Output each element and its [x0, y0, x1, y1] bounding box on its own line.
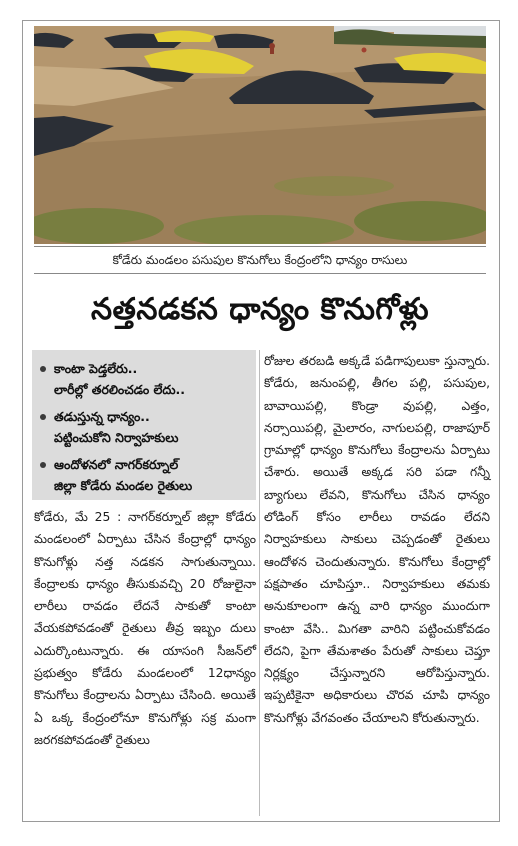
- highlight-item: [38, 454, 250, 496]
- photo-caption: కోడేరు మండలం పసుపుల కొనుగోలు కేంద్రంలోని ధాన్యం రాసులు: [34, 246, 486, 274]
- highlight-line: పట్టించుకోని నిర్వాహకులు: [54, 430, 179, 445]
- bullet-icon: [40, 462, 46, 468]
- news-photo: [34, 26, 486, 244]
- highlight-line: కాంటా పెడ్తలేరు..: [54, 361, 138, 376]
- bullet-icon: [40, 414, 46, 420]
- highlight-line: లారీల్లో తరలించడం లేదు..: [54, 382, 186, 397]
- column-divider: [259, 350, 260, 816]
- highlight-item: [38, 406, 250, 448]
- article-body-right: [264, 350, 490, 729]
- headline: నత్తనడకన ధాన్యం కొనుగోళ్లు: [90, 292, 430, 327]
- highlight-line: జిల్లా కోడేరు మండల రైతులు: [54, 478, 193, 493]
- highlight-line: ఆందోళనలో నాగర్‌కర్నూల్‌: [54, 457, 179, 472]
- highlights-box: [32, 350, 256, 500]
- article-paragraph: రోజుల తరబడి అక్కడే పడిగాపులుకా స్తున్నారు. కోడేరు, జనుంపల్లి, తీగల పల్లి, పసుపుల, బావాయిపల్లి, కొండ్రా వుపల్లి, ఎత్తం, నర్సాయిపల్లి, మైలారం, నాగులపల్లి, రాజాపూర్‌ గ్రామాల్లో ధాన్యం కొనుగోలు కేంద్రాలను ఏర్పాటు చేశారు. అయితే అక్కడ సరి పడా గన్నీ బ్యాగులు లేవని, కొనుగోలు చేసిన ధాన్యం లోడింగ్‌ కోసం లారీలు రావడం లేదని నిర్వాహకులు సాకులు చెప్పడంతో రైతులు ఆందోళన చెందుతున్నారు. కొనుగోలు కేంద్రాల్లో పక్షపాతం చూపిస్తూ.. నిర్వాహకులు తమకు అనుకూలంగా ఉన్న వారి ధాన్యం ముందుగా కాంటా వేసి.. మిగతా వారిని పట్టించుకోవడం లేదని, పైగా తేమశాతం పేరుతో సాకులు చెప్తూ నిర్లక్ష్యం చేస్తున్నారని ఆరోపిస్తున్నారు. ఇప్పటికైనా అధికారులు చొరవ చూపి ధాన్యం కొనుగోళ్లు వేగవంతం చేయాలని కోరుతున్నారు.: [264, 354, 490, 725]
- highlight-line: తడుస్తున్న ధాన్యం..: [54, 409, 150, 424]
- article-body-left: [34, 506, 256, 751]
- bullet-icon: [40, 366, 46, 372]
- article-paragraph: కోడేరు, మే 25 : నాగర్‌కర్నూల్‌ జిల్లా కోడేరు మండలంలో ఏర్పాటు చేసిన కేంద్రాల్లో ధాన్యం కొనుగోళ్లు నత్త నడకన సాగుతున్నాయి. కేంద్రాలకు ధాన్యం తీసుకువచ్చి 20 రోజులైనా లారీలు రావడం లేదనే సాకుతో కాంటా వేయకపోవడంతో రైతులు తీవ్ర ఇబ్బం దులు ఎదుర్కొంటున్నారు. ఈ యాసంగి సీజన్‌లో ప్రభుత్వం కోడేరు మండలంలో 12ధాన్యం కొనుగోలు కేంద్రాలను ఏర్పాటు చేసింది. అయితే ఏ ఒక్క కేంద్రంలోనూ కొనుగోళ్లు సక్ర మంగా జరగకపోవడంతో రైతులు: [34, 510, 256, 747]
- highlight-item: [38, 358, 250, 400]
